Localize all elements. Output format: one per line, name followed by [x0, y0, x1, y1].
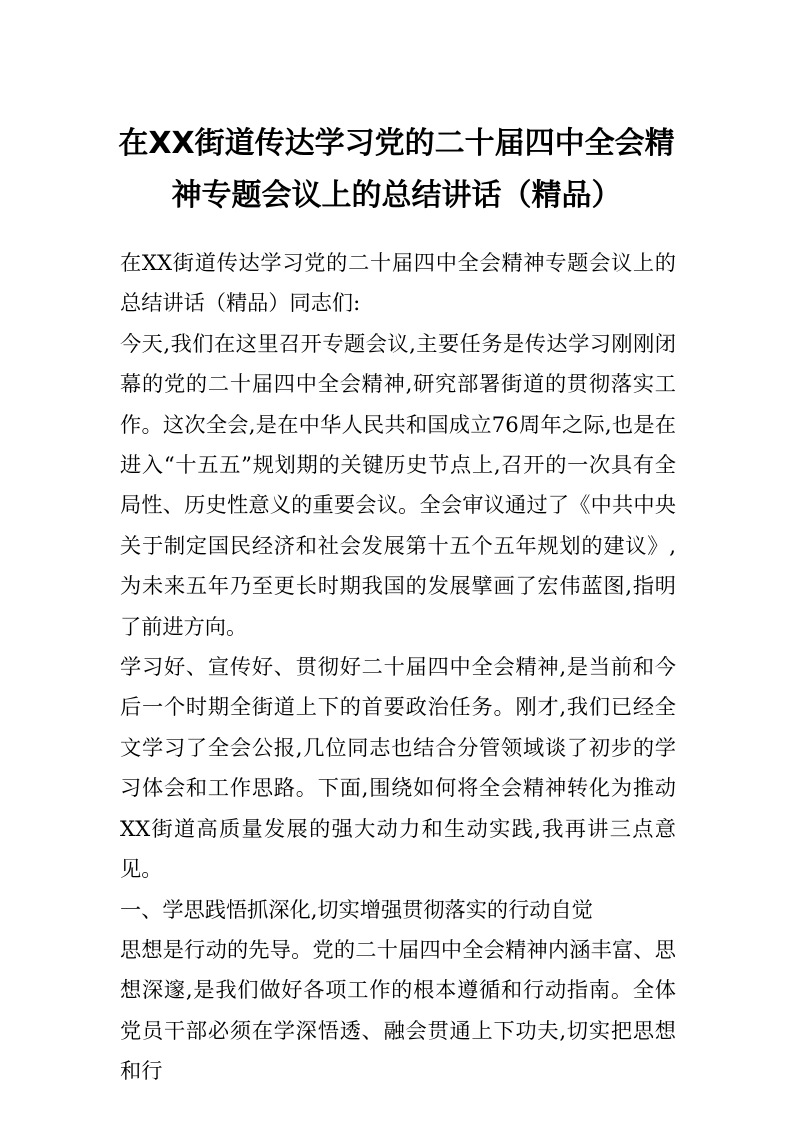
document-body — [120, 243, 676, 1092]
paragraph-task-overview: 学习好、宣传好、贯彻好二十届四中全会精神,是当前和今后一个时期全街道上下的首要政治任务。刚才,我们已经全文学习了全会公报,几位同志也结合分管领域谈了初步的学习体会和工作思路。下面,围绕如何将全会精神转化为推动XX街道高质量发展的强大动力和生动实践,我再讲三点意见。 — [120, 654, 676, 882]
document-title: 在XX街道传达学习党的二十届四中全会精神专题会议上的总结讲话（精品） — [118, 126, 675, 213]
paragraph-opening: 在XX街道传达学习党的二十届四中全会精神专题会议上的总结讲话（精品）同志们: — [120, 250, 676, 316]
section-heading-one: 一、学思践悟抓深化,切实增强贯彻落实的行动自觉 — [120, 896, 593, 922]
paragraph-section-one: 思想是行动的先导。党的二十届四中全会精神内涵丰富、思想深邃,是我们做好各项工作的根本遵循和行动指南。全体党员干部必须在学深悟透、融会贯通上下功夫,切实把思想和行 — [120, 936, 676, 1084]
paragraph-introduction: 今天,我们在这里召开专题会议,主要任务是传达学习刚刚闭幕的党的二十届四中全会精神,研究部署街道的贯彻落实工作。这次全会,是在中华人民共和国成立76周年之际,也是在进入“十五五”规划期的关键历史节点上,召开的一次具有全局性、历史性意义的重要会议。全会审议通过了《中共中央关于制定国民经济和社会发展第十五个五年规划的建议》,为未来五年乃至更长时期我国的发展擘画了宏伟蓝图,指明了前进方向。 — [120, 330, 676, 639]
